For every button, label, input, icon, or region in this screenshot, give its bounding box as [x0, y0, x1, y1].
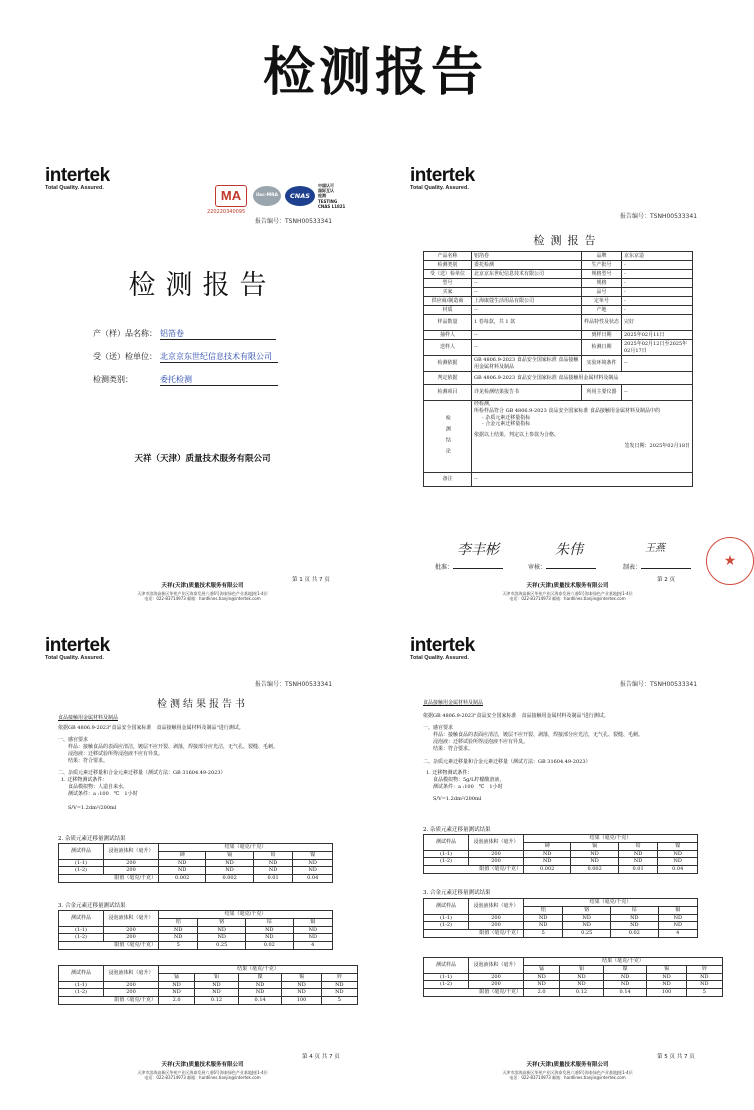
cell-label: 所用主要仪器 — [582, 385, 622, 401]
cell-value: -- — [622, 385, 693, 401]
cell-value: - — [622, 261, 693, 270]
alloy-table-p4 — [58, 910, 333, 950]
intertek-logo: intertek Total Quality. Assured. — [45, 165, 110, 191]
cell-label: 检测项目 — [424, 385, 472, 401]
limit-row: 限值（毫克/千克） 5 0.25 0.02 4 — [424, 930, 698, 938]
ilac-icon: ilac-MRA — [253, 186, 281, 206]
cell-value: 详见检测结果报告书 — [472, 385, 582, 401]
table-row: (1-2) 200 ND ND ND ND ND — [424, 981, 723, 989]
cell-value: -- — [622, 356, 693, 372]
cma-number: 220220340095 — [207, 209, 246, 215]
table-row: (1-2) 200 ND ND ND ND — [59, 934, 333, 942]
cell-label: 买家 — [424, 288, 472, 297]
info-title: 检测报告 — [533, 234, 602, 247]
table-row — [424, 340, 693, 356]
conclusion-row — [424, 401, 693, 473]
table-row — [424, 331, 693, 340]
page-title: 检测报告 — [262, 43, 487, 103]
official-stamp-icon: ★ — [706, 537, 754, 585]
table-row — [424, 297, 693, 306]
cell-label: 检测依据 — [424, 356, 472, 372]
cell-value: - — [622, 279, 693, 288]
cell-value: 北京京东世纪信息技术有限公司 — [472, 270, 582, 279]
cell-value: -- — [472, 279, 582, 288]
cell-value: 上海康蔻生活用品有限公司 — [472, 297, 582, 306]
limit-row: 限值（毫克/千克） 0.002 0.002 0.01 0.04 — [424, 866, 698, 874]
cell-label: 判定依据 — [424, 372, 472, 385]
limit-row: 限值（毫克/千克） 0.002 0.002 0.01 0.04 — [59, 875, 333, 883]
cell-label: 材质 — [424, 306, 472, 315]
page-number: 第 2 页 — [657, 577, 675, 583]
approver-signature: 李丰彬 — [457, 542, 499, 558]
table-row: (1-1) 200 ND ND ND ND — [59, 926, 333, 934]
cell-label: 定单号 — [582, 297, 622, 306]
table2-title: 3. 合金元素迁移量测试结果 — [58, 903, 126, 909]
table-row: (1-1) 200 ND ND ND ND — [424, 914, 698, 922]
cma-icon: MA — [215, 185, 247, 207]
intertek-logo: intertek Total Quality. Assured. — [45, 635, 110, 661]
table-row: (1-2) 200 ND ND ND ND — [424, 922, 698, 930]
table2-title: 3. 合金元素迁移量测试结果 — [423, 890, 491, 896]
intertek-logo: intertek Total Quality. Assured. — [410, 635, 475, 661]
cell-value: 1 卷每款，共 1 款 — [472, 315, 582, 331]
cell-label: 供应商/制造商 — [424, 297, 472, 306]
report-page-results-4 — [30, 625, 375, 1081]
table-header-row: 测试样品 浸泡液体积（毫升） 结果（毫克/千克） — [59, 966, 358, 974]
cover-title: 检测报告 — [128, 270, 277, 301]
table-row — [424, 372, 693, 385]
table-row — [424, 261, 693, 270]
cell-label: 产品名称 — [424, 252, 472, 261]
limit-row: 限值（毫克/千克） 2.0 0.12 0.14 100 5 — [424, 989, 723, 997]
company-name: 天祥（天津）质量技术服务有限公司 — [134, 454, 271, 464]
cell-value: 2025年02月12日至2025年02月17日 — [622, 340, 693, 356]
page-footer: 天祥(天津)质量技术服务有限公司 天津市滨海高新区华苑产业区海泰发展六道6号海泰绿色产业基地J座1-4层 电话：022-83714973 邮箱：hardlines.tianjin@intertek.com — [137, 583, 268, 602]
remark-row: 备注 -- — [424, 473, 693, 487]
cell-label: 产地 — [582, 306, 622, 315]
cell-value: 完好 — [622, 315, 693, 331]
table-header-row: 测试样品 浸泡液体积（毫升） 结果（毫克/千克） — [59, 911, 333, 919]
report-page-results-5 — [395, 625, 740, 1081]
report-number: 报告编号：TSNH00533341 — [255, 218, 333, 225]
results-text: 食品接触用金属材料及制品 依据GB 4806.9-2023"食品安全国家标准 食品接触用金属材料及制品"进行测试。 一、感官要求 样品：接触食品的表面应清洁，镀层不应开裂、剥落，焊接部分应光洁，无气孔、裂缝、毛刺。 浸泡液：迁移试验所得浸泡液不应有异臭。 结果：符合要求。 二、杂质元素迁移量和合金元素迁移量（测试方法：GB 31604.49-2023） 1. 迁移物测试条件： 食品模拟物：人造自来水， 测试条件：a :100 ℃ 1小时 S/V=1.2dm²/200ml — [58, 715, 279, 811]
cell-value: 2025年02月11日 — [622, 331, 693, 340]
results-title: 检测结果报告书 — [157, 699, 248, 710]
info-table — [423, 251, 693, 487]
cell-value: 铝箔卷 — [472, 252, 582, 261]
cell-value: - — [622, 270, 693, 279]
cnas-icon: CNAS — [285, 186, 315, 206]
cell-label: 生产批号 — [582, 261, 622, 270]
table-header-row: 锰 钼 镍 锡 锌 — [59, 973, 358, 981]
table-header-row: 砷 镉 铅 镍 — [59, 851, 333, 859]
table-header-row: 测试样品 浸泡液体积（毫升） 结果（毫克/千克） — [59, 844, 333, 852]
conclusion-cell: 经检测， 所检样品符合 GB 4806.9-2023 食品安全国家标准 食品接触用金属材料及制品中的 - 杂质元素迁移量指标 - 合金元素迁移量指标 依据以上结果，判定以上参款为合格。 签发日期：2025年02月18日 — [472, 401, 693, 473]
cell-label: 规格型号 — [582, 270, 622, 279]
table-row — [424, 279, 693, 288]
cell-value: - — [622, 306, 693, 315]
table-header-row: 测试样品 浸泡液体积（毫升） 结果（毫克/千克） — [424, 899, 698, 907]
table-row — [424, 252, 693, 261]
cell-value: 委托检测 — [472, 261, 582, 270]
cell-label: 样品数量 — [424, 315, 472, 331]
impurity-table-p5 — [423, 834, 698, 874]
page-footer: 天祥(天津)质量技术服务有限公司 天津市滨海高新区华苑产业区海泰发展六道6号海泰绿色产业基地J座1-4层 电话：022-83714973 邮箱：hardlines.tianjin@intertek.com — [502, 1062, 633, 1081]
cell-value: 京东京造 — [622, 252, 693, 261]
cell-value: GB 4806.9-2023 食品安全国家标准 食品接触用金属材料及制品 — [472, 372, 693, 385]
limit-row: 限值（毫克/千克） 2.0 0.12 0.14 100 5 — [59, 997, 358, 1005]
table-row: (1-1) 200 ND ND ND ND ND — [59, 981, 358, 989]
table-row: (1-2) 200 ND ND ND ND — [424, 858, 698, 866]
cell-label: 品牌 — [582, 252, 622, 261]
cell-value: - — [622, 288, 693, 297]
cell-label: 型号 — [424, 279, 472, 288]
product-field: 产（样）品名称： 铝箔卷 — [93, 328, 157, 339]
page-footer: 天祥(天津)质量技术服务有限公司 天津市滨海高新区华苑产业区海泰发展六道6号海泰绿色产业基地J座1-4层 电话：022-83714973 邮箱：hardlines.tianjin@intertek.com — [137, 1062, 268, 1081]
alloy-table2-p4 — [58, 965, 358, 1005]
table-row: (1-1) 200 ND ND ND ND — [59, 859, 333, 867]
table-row — [424, 356, 693, 372]
cnas-text: 中国认可 国际互认 检测 TESTING CNAS L1821 — [318, 183, 346, 209]
table-header-row: 砷 镉 铅 镍 — [424, 842, 698, 850]
table-row: (1-1) 200 ND ND ND ND ND — [424, 973, 723, 981]
table1-title: 2. 杂质元素迁移量测试结果 — [58, 836, 126, 842]
cell-label: 检测结论 — [424, 401, 472, 473]
cell-value: -- — [472, 306, 582, 315]
cell-value: -- — [472, 340, 582, 356]
intertek-logo: intertek Total Quality. Assured. — [410, 165, 475, 191]
table-row — [424, 306, 693, 315]
cell-value: GB 4806.9-2023 食品安全国家标准 食品接触用金属材料及制品 — [472, 356, 582, 372]
client-field: 受（送）检单位： 北京京东世纪信息技术有限公司 — [93, 351, 157, 362]
cell-label: 规格 — [582, 279, 622, 288]
cell-label: 检测日期 — [582, 340, 622, 356]
results-text: 食品接触用金属材料及制品 依据GB 4806.9-2023"食品安全国家标准 食品接触用金属材料及制品"进行测试。 一、感官要求 样品：接触食品的表面应清洁，镀层不应开裂、剥落，焊接部分应光洁，无气孔、裂缝、毛刺。 浸泡液：迁移试验所得浸泡液不应有异臭。 结果：符合要求。 二、杂质元素迁移量和合金元素迁移量（测试方法：GB 31604.49-2023） 1. 迁移物测试条件： 食品模拟物：5g/L柠檬酸溶液， 测试条件：a :100 ℃ 1小时 S/V=1.2dm²/200ml — [423, 700, 644, 802]
cell-label: 样品特性及状态 — [582, 315, 622, 331]
table-header-row: 测试样品 浸泡液体积（毫升） 结果（毫克/千克） — [424, 958, 723, 966]
type-field: 检测类别： 委托检测 — [93, 374, 133, 385]
table-row — [424, 385, 693, 401]
cell-label: 受（送）检单位 — [424, 270, 472, 279]
page-footer: 天祥(天津)质量技术服务有限公司 天津市滨海高新区华苑产业区海泰发展六道6号海泰绿色产业基地J座1-4层 电话：022-83714973 邮箱：hardlines.tianjin@intertek.com — [502, 583, 633, 602]
cell-label: 到样日期 — [582, 331, 622, 340]
reviewer-signature: 朱伟 — [555, 542, 583, 558]
page-number: 第 1 页 共 7 页 — [292, 577, 330, 583]
report-page-info: intertek Total Quality. Assured. 报告编号：TSNH00533341 检测报告 产品名称 铝箔卷 品牌 京东京造 检测类别 委托检测 生产批号 - 受（送）检单位 北京京东世纪信息技术有限公司 规格型号 - 型号 -- 规格 - 买家 -- 品号 - 供应商/制造商 上海康蔻生活用品有限公司 定单号 - 材质 -- 产地 - 样品数量 1 卷每款，共 1 款 样品特性及状态 完好 抽样人 -- 到样日期 2025年02月11日 送样人 -- 检测日期 2025年02月12日至2025年02月17日 检测依据 GB 4806.9-2023 食品安全国家标准 食品接触用金属材料及制品 实验环境条件 -- 判定依据 GB 4806.9-2023 食品安全国家标准 食品接触用金属材料及制品 检测项目 详见检测结果报告书 所用主要仪器 -- 检测结论 经检测， 所检样品符合 GB 4806.9-2023 食品安全国家标准 食品接触用金属材料及制品中的 - 杂质元素迁移量指标 - 合金元素迁移量指标 依据以上结果，判定以上参款为合格。 签发日期：2025年02月18日 备注 -- 批准： 审核： 制表： 李丰彬 朱伟 王燕 ★ 第 2 页 天祥(天津)质量技术服务有限公司 天津市滨海高新区华苑产业区海泰发展六道6号海泰绿色产业基地J座1-4层 电话：022-83714973 邮箱：hardlines.tianjin@intertek.com — [395, 155, 740, 600]
table-header-row: 测试样品 浸泡液体积（毫升） 结果（毫克/千克） — [424, 835, 698, 843]
report-number: 报告编号：TSNH00533341 — [255, 681, 333, 688]
table-row — [424, 315, 693, 331]
preparer-signature: 王燕 — [645, 543, 665, 554]
table-row: (1-2) 200 ND ND ND ND ND — [59, 989, 358, 997]
cell-label: 抽样人 — [424, 331, 472, 340]
table-header-row: 铝 铬 钴 铜 — [59, 918, 333, 926]
report-number: 报告编号：TSNH00533341 — [620, 213, 698, 220]
certification-logos — [207, 177, 365, 217]
cell-label: 送样人 — [424, 340, 472, 356]
alloy-table-p5 — [423, 898, 698, 938]
impurity-table-p4 — [58, 843, 333, 883]
table-row — [424, 270, 693, 279]
cell-label: 检测类别 — [424, 261, 472, 270]
table-row — [424, 288, 693, 297]
cell-value: -- — [472, 288, 582, 297]
cell-value: -- — [472, 331, 582, 340]
page-number: 第 4 页 共 7 页 — [302, 1054, 340, 1060]
table-row: (1-1) 200 ND ND ND ND — [424, 850, 698, 858]
report-number: 报告编号：TSNH00533341 — [620, 681, 698, 688]
table-header-row: 锰 钼 镍 锡 锌 — [424, 965, 723, 973]
table1-title: 2. 杂质元素迁移量测试结果 — [423, 827, 491, 833]
report-page-cover — [30, 155, 375, 600]
cell-value: - — [622, 297, 693, 306]
cell-label: 实验环境条件 — [582, 356, 622, 372]
limit-row: 限值（毫克/千克） 5 0.25 0.02 4 — [59, 942, 333, 950]
alloy-table2-p5 — [423, 957, 723, 997]
table-row: (1-2) 200 ND ND ND ND — [59, 867, 333, 875]
table-header-row: 铝 铬 钴 铜 — [424, 906, 698, 914]
cell-label: 品号 — [582, 288, 622, 297]
page-number: 第 5 页 共 7 页 — [657, 1054, 695, 1060]
